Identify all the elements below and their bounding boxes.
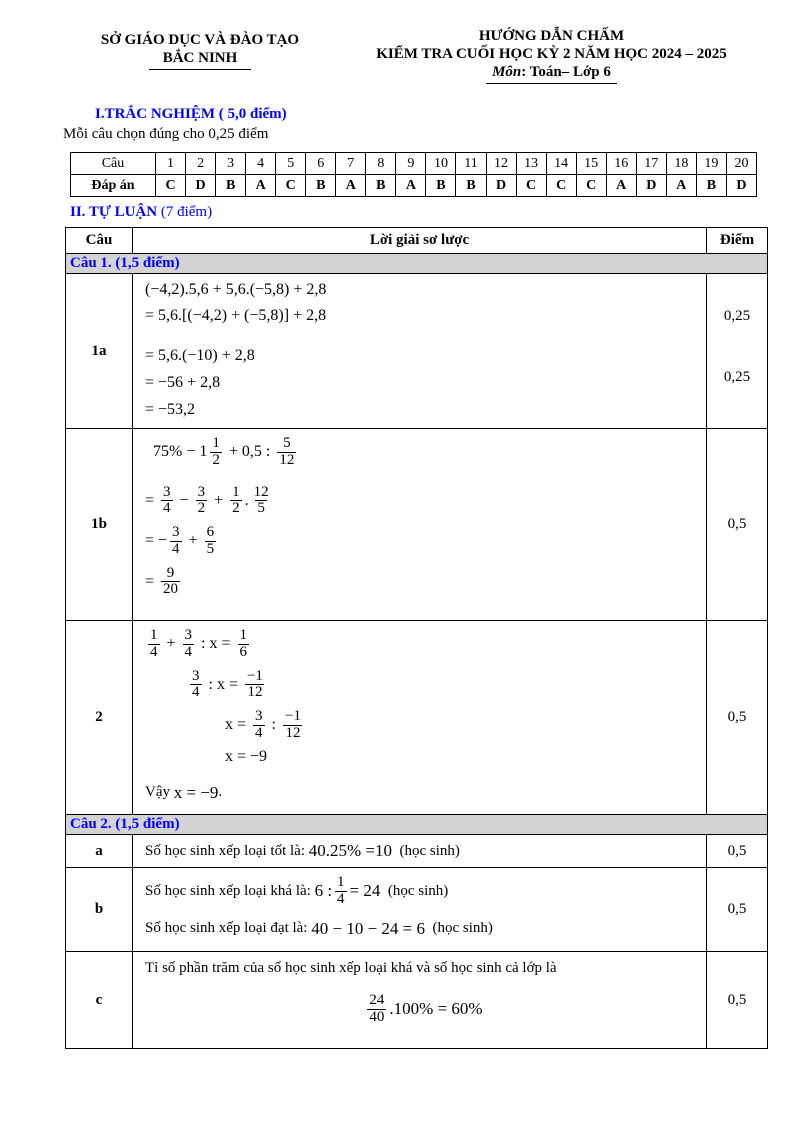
section2-title-main: II. TỰ LUẬN <box>70 204 158 220</box>
math-line <box>145 782 702 804</box>
col-header-diem: Điểm <box>707 228 768 254</box>
math-line <box>225 746 702 768</box>
math-line <box>187 667 702 704</box>
text-segment: = 24 <box>349 881 381 901</box>
text-segment: = <box>145 491 159 509</box>
mcq-answer-cell: C <box>156 175 186 197</box>
mcq-answer-row <box>71 175 757 197</box>
math-line <box>145 991 702 1028</box>
mcq-answer-cell: A <box>666 175 696 197</box>
section-row-cau2 <box>66 815 768 835</box>
mcq-answer-cell: C <box>576 175 606 197</box>
text-segment: + <box>162 635 180 653</box>
row-label-1b: 1b <box>66 429 133 621</box>
text-segment: = 5,6.[(−4,2) + (−5,8)] + 2,8 <box>145 307 327 324</box>
mcq-question-cell: 12 <box>486 153 516 175</box>
points-2: 0,5 <box>707 621 768 815</box>
section2-title-points: (7 điểm) <box>157 204 213 220</box>
document-title: HƯỚNG DẪN CHẤM <box>478 28 625 44</box>
text-segment: = −56 + 2,8 <box>145 374 221 391</box>
table-row <box>66 429 768 621</box>
math-line <box>145 305 702 327</box>
mcq-answer-row-label: Đáp án <box>71 175 156 197</box>
text-segment: Tỉ số phần trăm của số học sinh xếp loại khá và số học sinh cả lớp là <box>145 959 557 976</box>
fraction: $\frac{12}{5}$ <box>253 483 269 517</box>
points-b: 0,5 <box>707 868 768 952</box>
subject-label: Môn <box>492 64 522 80</box>
exam-title: KIỂM TRA CUỐI HỌC KỲ 2 NĂM HỌC 2024 – 2025 <box>376 46 727 62</box>
section-row-cau1-label: Câu 1. (1,5 điểm) <box>66 254 768 274</box>
text-segment: Số học sinh xếp loại khá là: <box>145 882 315 899</box>
fraction: $\frac{1}{4}$ <box>337 874 345 907</box>
math-line <box>145 918 702 940</box>
text-segment: : x = <box>197 635 235 653</box>
mcq-question-cell: 18 <box>666 153 696 175</box>
text-segment: x = −9 <box>225 747 268 765</box>
mcq-question-cell: 6 <box>306 153 336 175</box>
row-label-c: c <box>66 952 133 1049</box>
fraction: $\frac{1}{6}$ <box>239 627 247 660</box>
mcq-answer-cell: D <box>636 175 666 197</box>
math-line <box>145 564 702 601</box>
points-value: 0,25 <box>723 369 751 385</box>
fraction: $\frac{1}{4}$ <box>150 627 158 660</box>
text-segment: = 5,6.(−10) + 2,8 <box>145 347 255 364</box>
fraction: $\frac{1}{2}$ <box>232 483 240 517</box>
header-right-block <box>335 28 768 84</box>
mcq-answer-cell: B <box>306 175 336 197</box>
points-1a <box>707 274 768 429</box>
text-segment: + 0,5 : <box>224 443 275 461</box>
col-header-loigiai: Lời giải sơ lược <box>133 228 707 254</box>
text-segment: − <box>175 491 193 509</box>
math-line <box>145 523 702 560</box>
math-line <box>153 434 702 471</box>
mcq-answer-cell: C <box>516 175 546 197</box>
mcq-answer-table <box>70 152 757 197</box>
mcq-answer-cell: D <box>486 175 516 197</box>
text-segment: = − <box>145 532 168 550</box>
text-segment: : x = <box>204 675 242 693</box>
points-a: 0,5 <box>707 835 768 868</box>
text-segment: (−4,2).5,6 + 5,6.(−5,8) + 2,8 <box>145 281 327 298</box>
fraction: $\frac{3}{4}$ <box>255 708 263 741</box>
math-line <box>225 707 702 744</box>
text-segment: Vậy <box>145 784 174 800</box>
solution-2 <box>133 621 707 815</box>
text-segment: .100% = 60% <box>389 999 483 1019</box>
fraction: $\frac{-1}{12}$ <box>284 708 301 741</box>
section1-subtitle: Mỗi câu chọn đúng cho 0,25 điểm <box>63 126 269 142</box>
fraction: $\frac{6}{5}$ <box>206 524 215 557</box>
mcq-question-cell: 13 <box>516 153 546 175</box>
table-row <box>66 621 768 815</box>
mcq-answer-cell: A <box>396 175 426 197</box>
solution-1b <box>133 429 707 621</box>
fraction: $\frac{3}{4}$ <box>163 483 171 517</box>
table-row <box>66 274 768 429</box>
text-segment: . <box>218 784 223 800</box>
mcq-question-cell: 10 <box>426 153 456 175</box>
math-line <box>145 957 702 979</box>
mcq-question-cell: 14 <box>546 153 576 175</box>
text-segment: Số học sinh xếp loại đạt là: <box>145 920 312 936</box>
fraction: $\frac{3}{2}$ <box>197 483 206 517</box>
mcq-answer-cell: C <box>546 175 576 197</box>
text-segment: (học sinh) <box>391 842 460 859</box>
text-segment: x = <box>225 716 251 734</box>
text-segment: = <box>145 572 159 590</box>
mcq-answer-cell: B <box>426 175 456 197</box>
fraction: $\frac{24}{40}$ <box>369 992 385 1025</box>
document-header <box>65 28 768 84</box>
fraction: $\frac{5}{12}$ <box>279 435 295 468</box>
points-1b: 0,5 <box>707 429 768 621</box>
mcq-question-cell: 11 <box>456 153 486 175</box>
points-c: 0,5 <box>707 952 768 1049</box>
mcq-question-cell: 20 <box>726 153 756 175</box>
math-line <box>145 372 702 394</box>
fraction: $\frac{3}{4}$ <box>192 667 200 701</box>
mcq-answer-cell: B <box>696 175 726 197</box>
mcq-question-cell: 3 <box>216 153 246 175</box>
mcq-question-row <box>71 153 757 175</box>
mcq-answer-cell: A <box>336 175 366 197</box>
math-line <box>145 345 702 367</box>
section-row-cau1 <box>66 254 768 274</box>
mcq-question-cell: 2 <box>186 153 216 175</box>
text-segment: (học sinh) <box>380 882 449 899</box>
mcq-question-cell: 15 <box>576 153 606 175</box>
mcq-question-row-label: Câu <box>71 153 156 175</box>
row-label-a: a <box>66 835 133 868</box>
mcq-question-cell: 5 <box>276 153 306 175</box>
math-line <box>145 483 702 520</box>
text-segment: (học sinh) <box>425 920 493 936</box>
mcq-question-cell: 1 <box>156 153 186 175</box>
text-segment: 40 − 10 − 24 = 6 <box>311 918 425 938</box>
solutions-header-row <box>66 228 768 254</box>
row-label-b: b <box>66 868 133 952</box>
row-label-1a: 1a <box>66 274 133 429</box>
mcq-answer-cell: D <box>726 175 756 197</box>
text-segment: + <box>184 532 202 550</box>
solution-b <box>133 868 707 952</box>
table-row <box>66 868 768 952</box>
mcq-answer-cell: B <box>366 175 396 197</box>
solutions-table <box>65 227 768 1049</box>
mcq-answer-cell: B <box>456 175 486 197</box>
table-row <box>66 952 768 1049</box>
text-segment: + <box>210 491 228 509</box>
fraction: $\frac{-1}{12}$ <box>246 667 263 701</box>
fraction: $\frac{3}{4}$ <box>184 627 193 660</box>
mcq-question-cell: 19 <box>696 153 726 175</box>
math-line <box>145 279 702 301</box>
text-segment: : <box>267 716 280 734</box>
math-line <box>145 399 702 421</box>
fraction: $\frac{1}{2}$ <box>212 435 220 468</box>
text-segment: 6 : <box>314 881 333 901</box>
math-line <box>145 840 702 862</box>
mcq-answer-cell: C <box>276 175 306 197</box>
text-segment: = −53,2 <box>145 401 196 418</box>
section-row-cau2-label: Câu 2. (1,5 điểm) <box>66 815 768 835</box>
subject-line <box>335 64 768 84</box>
section2-title <box>70 204 768 221</box>
fraction: $\frac{9}{20}$ <box>163 564 179 598</box>
text-segment: 40.25% =10 <box>308 841 392 860</box>
mcq-answer-cell: A <box>246 175 276 197</box>
points-value: 0,25 <box>723 308 751 324</box>
mcq-question-cell: 8 <box>366 153 396 175</box>
row-label-2: 2 <box>66 621 133 815</box>
solution-1a <box>133 274 707 429</box>
mcq-question-cell: 4 <box>246 153 276 175</box>
solution-a <box>133 835 707 868</box>
math-line <box>145 873 702 910</box>
math-line <box>145 626 702 663</box>
province-name: BẮC NINH <box>149 50 252 70</box>
text-segment: x = −9 <box>173 782 219 802</box>
mcq-answer-cell: A <box>606 175 636 197</box>
section1-title: I.TRẮC NGHIỆM ( 5,0 điểm) <box>95 106 287 122</box>
text-segment: 75% − 1 <box>153 443 208 461</box>
mcq-question-cell: 7 <box>336 153 366 175</box>
col-header-cau: Câu <box>66 228 133 254</box>
mcq-question-cell: 9 <box>396 153 426 175</box>
text-segment: . <box>244 491 249 509</box>
table-row <box>66 835 768 868</box>
mcq-answer-cell: D <box>186 175 216 197</box>
text-segment: Số học sinh xếp loại tốt là: <box>145 842 309 859</box>
department-name: SỞ GIÁO DỤC VÀ ĐÀO TẠO <box>100 32 300 48</box>
solution-c <box>133 952 707 1049</box>
mcq-question-cell: 17 <box>636 153 666 175</box>
mcq-answer-cell: B <box>216 175 246 197</box>
header-left-block <box>65 28 335 84</box>
subject-value: : Toán– Lớp 6 <box>521 64 611 80</box>
mcq-question-cell: 16 <box>606 153 636 175</box>
fraction: $\frac{3}{4}$ <box>172 524 180 557</box>
